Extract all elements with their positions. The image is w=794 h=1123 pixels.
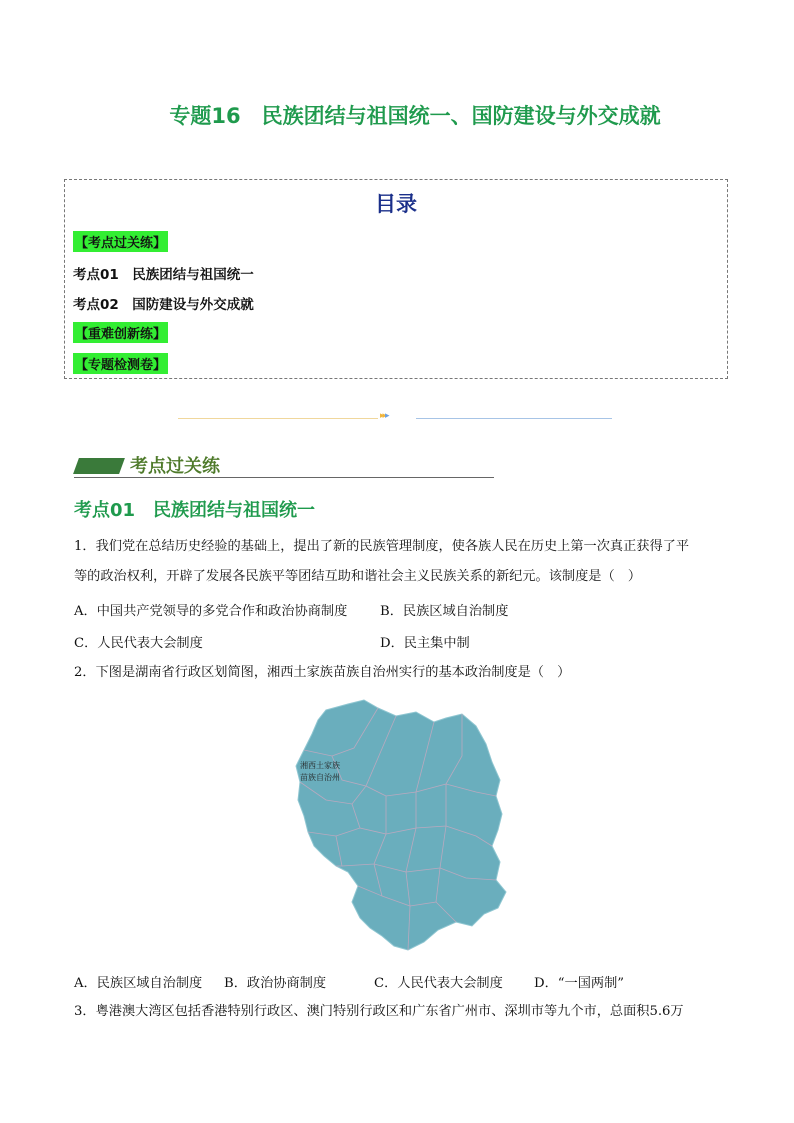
hunan-outline: [296, 700, 506, 950]
toc-item-point-02[interactable]: 考点02 国防建设与外交成就: [73, 297, 254, 313]
section-banner: [74, 449, 494, 479]
q1-option-b[interactable]: B．民族区域自治制度: [380, 604, 509, 619]
question-2-line-1: 2．下图是湖南省行政区划简图，湘西土家族苗族自治州实行的基本政治制度是（ ）: [74, 665, 571, 680]
banner-block: [73, 458, 125, 474]
toc-tag-checkpoint-practice[interactable]: 【考点过关练】: [73, 231, 168, 252]
q1-option-c[interactable]: C．人民代表大会制度: [74, 636, 203, 651]
toc-item-point-01[interactable]: 考点01 民族团结与祖国统一: [73, 267, 254, 283]
question-1-line-2: 等的政治权利，开辟了发展各民族平等团结互助和谐社会主义民族关系的新纪元。该制度是（ ）: [74, 569, 642, 584]
table-of-contents: [64, 179, 728, 379]
q2-option-c[interactable]: C．人民代表大会制度: [374, 976, 503, 991]
point-heading: 考点01 民族团结与祖国统一: [74, 500, 316, 521]
hunan-map-svg: [286, 696, 512, 958]
map-label-line-1: 湘西土家族: [300, 761, 340, 770]
toc-tag-topic-test[interactable]: 【专题检测卷】: [73, 353, 168, 374]
toc-heading: 目录: [375, 192, 417, 216]
q1-option-d[interactable]: D．民主集中制: [380, 636, 470, 651]
map-label-line-2: 苗族自治州: [300, 773, 340, 782]
toc-tag-innovation-practice[interactable]: 【重难创新练】: [73, 322, 168, 343]
banner-underline: [74, 477, 494, 478]
q2-option-b[interactable]: B．政治协商制度: [224, 976, 327, 991]
q1-option-a[interactable]: A．中国共产党领导的多党合作和政治协商制度: [74, 604, 348, 619]
q2-option-d[interactable]: D．“一国两制”: [534, 976, 624, 991]
question-3-line-1: 3．粤港澳大湾区包括香港特别行政区、澳门特别行政区和广东省广州市、深圳市等九个市，总面积5.6万: [74, 1004, 684, 1019]
divider-arrows-icon: ▸▸▸: [380, 411, 388, 421]
question-1-line-1: 1．我们党在总结历史经验的基础上，提出了新的民族管理制度，使各族人民在历史上第一次真正获得了平: [74, 539, 690, 554]
banner-text: 考点过关练: [130, 456, 220, 477]
q2-option-a[interactable]: A．民族区域自治制度: [74, 976, 203, 991]
page-title: 专题16 民族团结与祖国统一、国防建设与外交成就: [169, 104, 661, 128]
divider-left: [178, 418, 378, 419]
divider-right: [416, 418, 612, 419]
hunan-map: [286, 696, 512, 958]
